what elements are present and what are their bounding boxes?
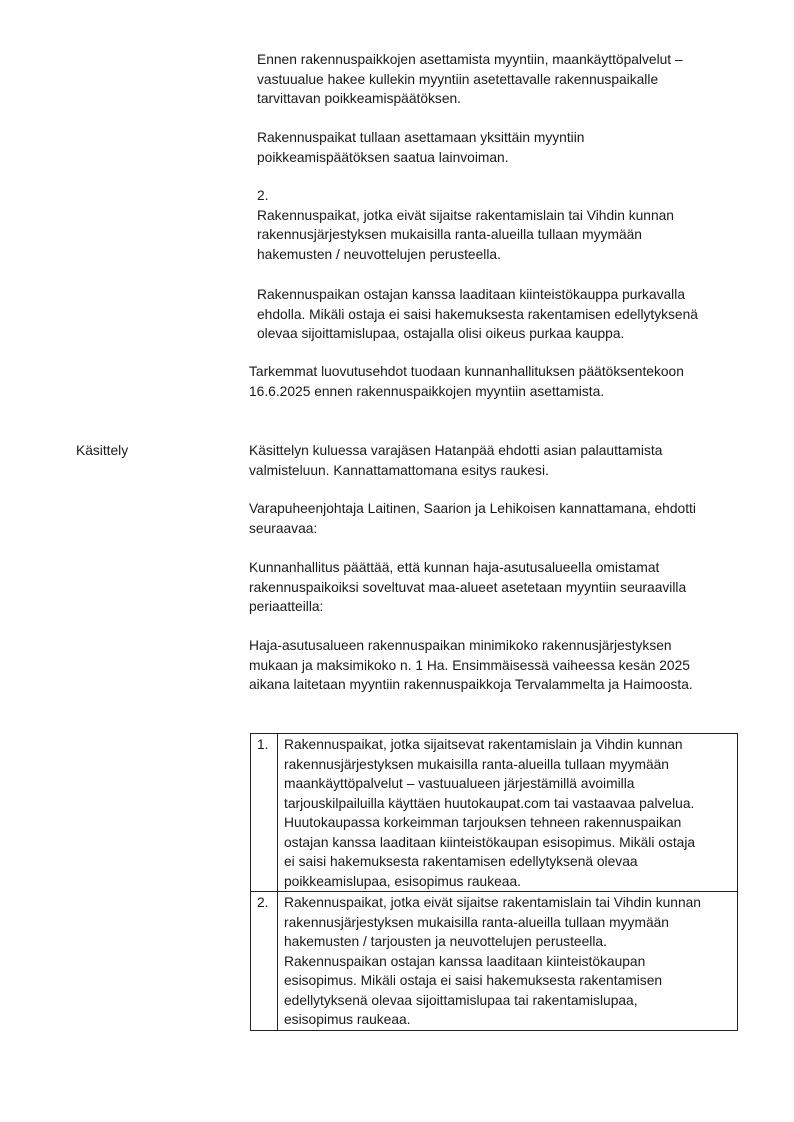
table-row [251,892,738,1031]
paragraph-vice-chair-proposal: Varapuheenjohtaja Laitinen, Saarion ja Lehikoisen kannattamana, ehdotti seuraavaa: [249,501,696,536]
row-number: 2. [251,892,278,1031]
paragraph-return-proposal: Käsittelyn kuluessa varajäsen Hatanpää ehdotti asian palauttamista valmisteluun. Kannattamattomana esitys raukesi. [249,443,663,478]
row-text: Rakennuspaikat, jotka sijaitsevat rakentamislain ja Vihdin kunnan rakennusjärjestyksen mukaisilla ranta-alueilla tullaan myymään maankäyttöpalvelut – vastuualueen järjestämillä avoimilla tarjouskilpailuilla käyttäen huutokaupat.com tai vastaavaa palvelua. Huutokaupassa korkeimman tarjouksen tehneen rakennuspaikan ostajan kanssa laaditaan kiinteistökaupan esisopimus. Mikäli ostaja ei saisi hakemuksesta rakentamisen edellytyksenä olevaa poikkeamislupaa, esisopimus raukeaa. [278,734,738,892]
row-text: Rakennuspaikat, jotka eivät sijaitse rakentamislain tai Vihdin kunnan rakennusjärjestyksen mukaisilla ranta-alueilla tullaan myymään hakemusten / tarjousten ja neuvottelujen perusteella. Rakennuspaikan ostajan kanssa laaditaan kiinteistökaupan esisopimus. Mikäli ostaja ei saisi hakemuksesta rakentamisen edellytyksenä olevaa sijoittamislupaa tai rakentamislupaa, esisopimus raukeaa. [278,892,738,1031]
paragraph-sale-individually: Rakennuspaikat tullaan asettamaan yksittäin myyntiin poikkeamispäätöksen saatua lainvoiman. [257,130,585,165]
paragraph-plot-size: Haja-asutusalueen rakennuspaikan minimikoko rakennusjärjestyksen mukaan ja maksimikoko n. 1 Ha. Ensimmäisessä vaiheessa kesän 2025 aikana laitetaan myyntiin rakennuspaikkoja Tervalammelta ja Haimoosta. [249,638,693,692]
row-number: 1. [251,734,278,892]
sale-terms-table [250,733,738,1031]
paragraph-non-shore-plots: 2. Rakennuspaikat, jotka eivät sijaitse rakentamislain tai Vihdin kunnan rakennusjärjestyksen mukaisilla ranta-alueilla tullaan myymään hakemusten / neuvottelujen perusteella. [257,188,674,262]
table-row [251,734,738,892]
paragraph-further-terms: Tarkemmat luovutusehdot tuodaan kunnanhallituksen päätöksentekoon 16.6.2025 ennen rakennuspaikkojen myyntiin asettamista. [249,364,684,399]
paragraph-purchase-condition: Rakennuspaikan ostajan kanssa laaditaan kiinteistökauppa purkavalla ehdolla. Mikäli ostaja ei saisi hakemuksesta rakentamisen edellytyksenä olevaa sijoittamislupaa, ostajalla olisi oikeus purkaa kauppa. [257,287,698,341]
section-label-processing: Käsittely [76,443,129,458]
paragraph-exception-decision: Ennen rakennuspaikkojen asettamista myyntiin, maankäyttöpalvelut – vastuualue hakee kullekin myyntiin asetettavalle rakennuspaikalle tarvittavan poikkeamispäätöksen. [257,52,683,106]
paragraph-board-decision: Kunnanhallitus päättää, että kunnan haja-asutusalueella omistamat rakennuspaikoiksi soveltuvat maa-alueet asetetaan myyntiin seuraavilla periaatteilla: [249,560,687,614]
